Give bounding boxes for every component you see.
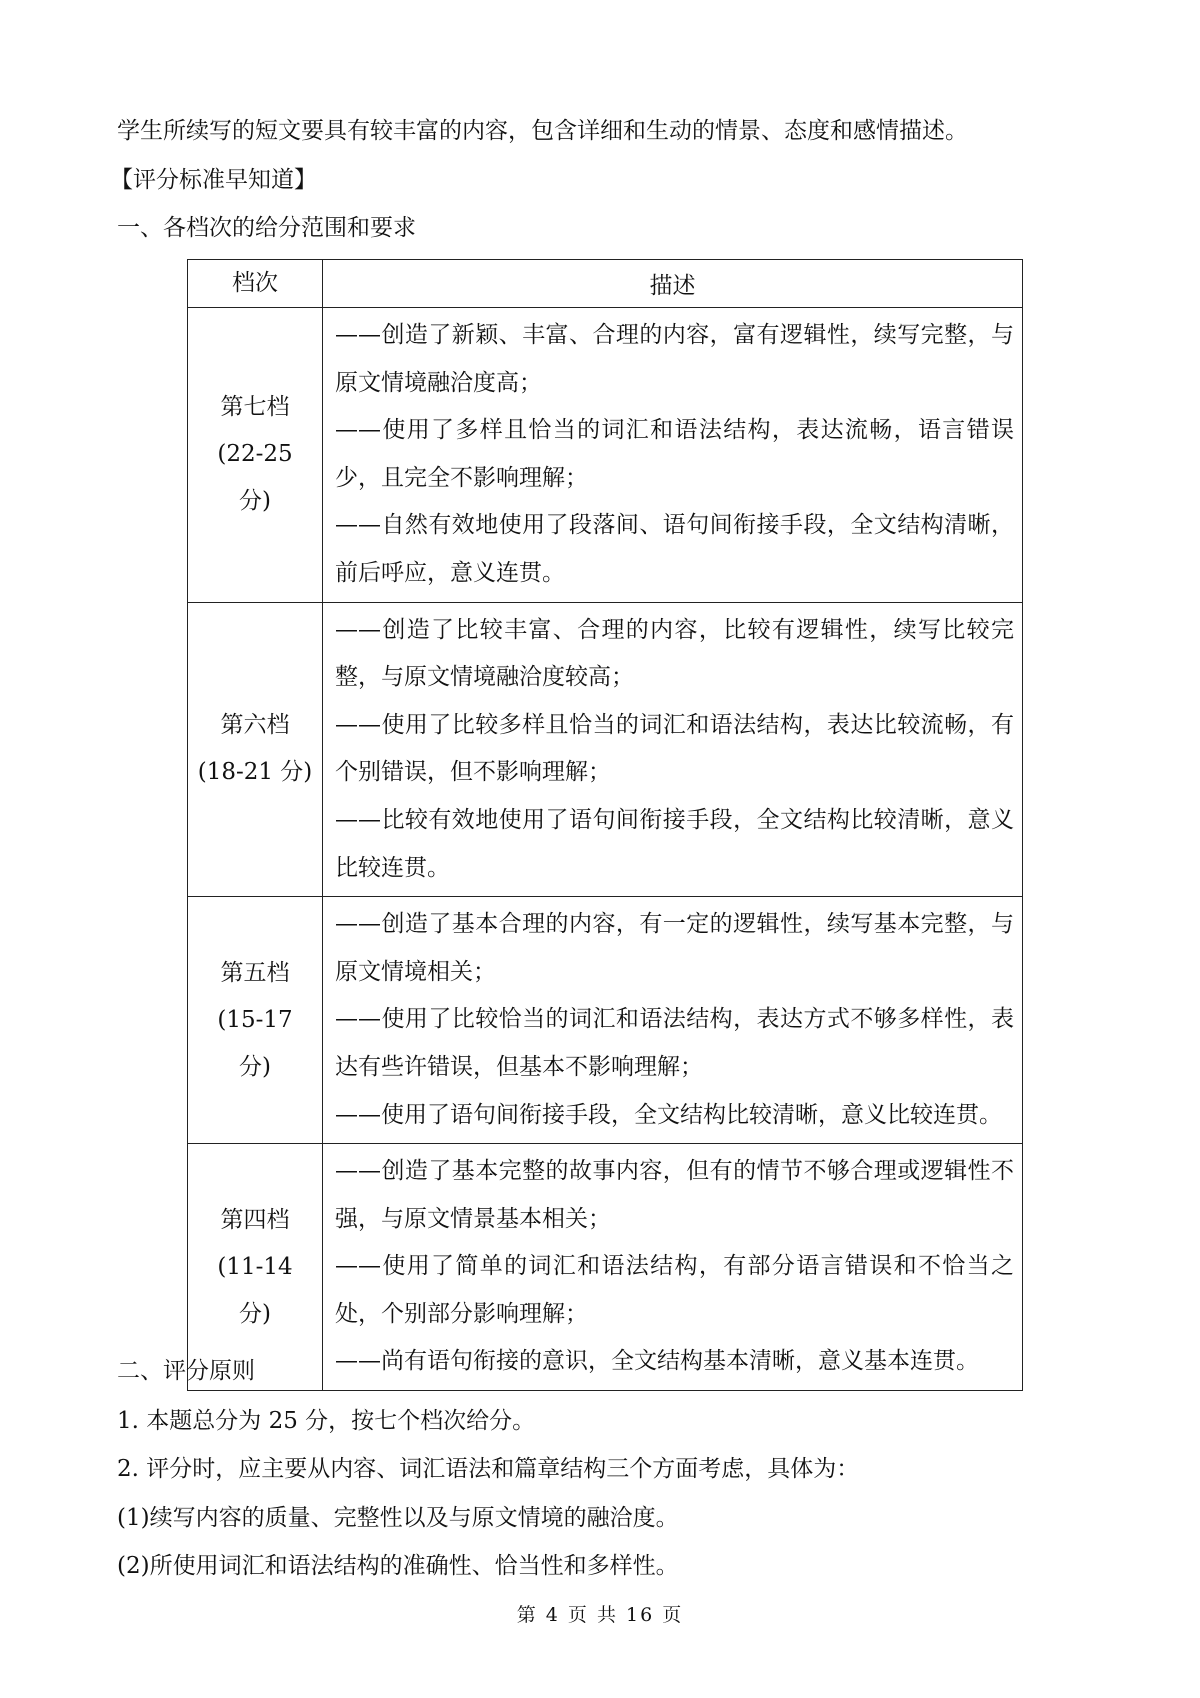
- description-cell: [323, 602, 1023, 897]
- description-item: ——比较有效地使用了语句间衔接手段，全文结构比较清晰，意义比较连贯。: [335, 806, 1014, 881]
- description-item: ——使用了多样且恰当的词汇和语法结构，表达流畅，语言错误少，且完全不影响理解；: [335, 417, 1014, 491]
- rubric-table: [187, 259, 1023, 1391]
- part1-title: 一、各档次的给分范围和要求: [117, 215, 416, 241]
- description-cell: [323, 308, 1023, 603]
- level-name: 第六档: [220, 712, 290, 739]
- part2-title: 二、评分原则: [117, 1358, 255, 1384]
- header-description: 描述: [323, 260, 1023, 308]
- description-item: ——使用了比较恰当的词汇和语法结构，表达方式不够多样性，表达有些许错误，但基本不影响理解；: [335, 1006, 1014, 1080]
- table-row: [188, 602, 1023, 897]
- description-cell: [323, 1144, 1023, 1391]
- principle-item: (1)续写内容的质量、完整性以及与原文情境的融洽度。: [117, 1505, 679, 1531]
- description-item: ——创造了基本合理的内容，有一定的逻辑性，续写基本完整，与原文情境相关；: [335, 911, 1014, 985]
- section-heading: 【评分标准早知道】: [110, 167, 317, 193]
- header-level: 档次: [188, 260, 323, 308]
- level-name: 第五档: [220, 959, 290, 986]
- page-footer: 第 4 页 共 16 页: [516, 1604, 684, 1626]
- intro-paragraph: 学生所续写的短文要具有较丰富的内容，包含详细和生动的情景、态度和感情描述。: [117, 118, 968, 144]
- level-name: 第四档: [220, 1206, 290, 1233]
- description-item: ——创造了基本完整的故事内容，但有的情节不够合理或逻辑性不强，与原文情景基本相关；: [335, 1158, 1014, 1232]
- level-range-unit: 分): [239, 1053, 271, 1080]
- level-cell: [188, 897, 323, 1144]
- table-row: [188, 1144, 1023, 1391]
- level-cell: [188, 602, 323, 897]
- level-cell: [188, 1144, 323, 1391]
- description-item: ——使用了语句间衔接手段，全文结构比较清晰，意义比较连贯。: [335, 1101, 1002, 1128]
- description-item: ——创造了比较丰富、合理的内容，比较有逻辑性，续写比较完整，与原文情境融洽度较高；: [335, 616, 1014, 691]
- description-item: ——自然有效地使用了段落间、语句间衔接手段，全文结构清晰，前后呼应，意义连贯。: [335, 512, 1014, 586]
- level-range: (18-21 分): [197, 759, 313, 786]
- description-item: ——使用了比较多样且恰当的词汇和语法结构，表达比较流畅，有个别错误，但不影响理解；: [335, 711, 1014, 786]
- description-item: ——创造了新颖、丰富、合理的内容，富有逻辑性，续写完整，与原文情境融洽度高；: [335, 322, 1014, 396]
- description-cell: [323, 897, 1023, 1144]
- table-header-row: [188, 260, 1023, 308]
- table-row: [188, 897, 1023, 1144]
- principle-item: (2)所使用词汇和语法结构的准确性、恰当性和多样性。: [117, 1553, 679, 1579]
- principle-item: 2. 评分时，应主要从内容、词汇语法和篇章结构三个方面考虑，具体为：: [117, 1456, 860, 1482]
- level-range-unit: 分): [239, 1300, 271, 1327]
- level-name: 第七档: [220, 394, 290, 421]
- level-range: (15-17: [217, 1006, 293, 1033]
- description-item: ——尚有语句衔接的意识，全文结构基本清晰，意义基本连贯。: [335, 1348, 979, 1375]
- level-range: (11-14: [217, 1253, 293, 1280]
- level-cell: [188, 308, 323, 603]
- principle-item: 1. 本题总分为 25 分，按七个档次给分。: [117, 1408, 536, 1434]
- table-row: [188, 308, 1023, 603]
- level-range: (22-25: [217, 441, 293, 468]
- level-range-unit: 分): [239, 488, 271, 515]
- description-item: ——使用了简单的词汇和语法结构，有部分语言错误和不恰当之处，个别部分影响理解；: [335, 1253, 1014, 1327]
